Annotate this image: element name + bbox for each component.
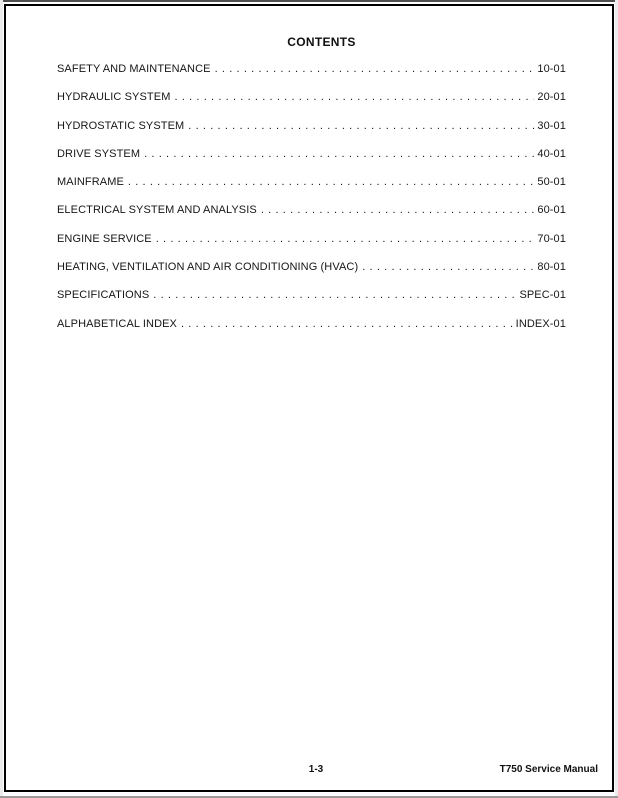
toc-entry-label: HYDRAULIC SYSTEM: [57, 91, 171, 104]
toc-entry-page-number: 30-01: [537, 119, 566, 132]
toc-entry: [57, 225, 566, 253]
dot-leader: [215, 55, 535, 83]
footer-page-number: 1-3: [308, 764, 324, 775]
toc-entry-page-number: 10-01: [537, 63, 566, 75]
toc-entry: [57, 281, 566, 309]
dot-leader: [181, 310, 513, 338]
page-border: [4, 4, 614, 792]
dot-leader: [261, 196, 535, 224]
toc-entry-page-number: SPEC-01: [519, 289, 566, 302]
toc-entry-page-number: 70-01: [537, 232, 566, 245]
toc-entry-label: SPECIFICATIONS: [57, 289, 150, 302]
toc-entry: [57, 55, 566, 83]
toc-entry-label: HEATING, VENTILATION AND AIR CONDITIONING (HVAC): [57, 261, 359, 274]
dot-leader: [153, 281, 516, 309]
toc-entry: [57, 140, 566, 168]
toc-entry: [57, 168, 566, 196]
toc-entry: [57, 253, 566, 281]
page-content: [57, 6, 566, 338]
toc-entry-page-number: 50-01: [537, 176, 566, 189]
footer-manual-title: T750 Service Manual: [499, 764, 598, 775]
contents-title: CONTENTS: [287, 35, 356, 49]
toc-entry-page-number: 40-01: [537, 147, 566, 160]
toc-entry: [57, 112, 566, 140]
toc-entry-page-number: 60-01: [537, 204, 566, 217]
toc-entry-label: ELECTRICAL SYSTEM AND ANALYSIS: [57, 204, 257, 217]
scan-edge-top: [0, 0, 618, 2]
toc-entry-label: SAFETY AND MAINTENANCE: [57, 63, 211, 75]
dot-leader: [144, 140, 534, 168]
toc-entry-label: ENGINE SERVICE: [57, 232, 152, 245]
toc-entry: [57, 196, 566, 224]
dot-leader: [156, 225, 535, 253]
scan-edge-left: [0, 0, 3, 798]
toc-entry-page-number: INDEX-01: [515, 317, 566, 330]
toc-entry-label: HYDROSTATIC SYSTEM: [57, 119, 185, 132]
toc-entry-label: DRIVE SYSTEM: [57, 147, 141, 160]
dot-leader: [174, 83, 534, 111]
toc-entry-label: ALPHABETICAL INDEX: [57, 317, 177, 330]
toc-entry-label: MAINFRAME: [57, 176, 124, 189]
dot-leader: [128, 168, 534, 196]
toc-entry: [57, 310, 566, 338]
dot-leader: [188, 112, 534, 140]
toc-entry-page-number: 20-01: [537, 91, 566, 104]
table-of-contents: [57, 55, 566, 338]
toc-entry: [57, 83, 566, 111]
toc-entry-page-number: 80-01: [537, 261, 566, 274]
dot-leader: [362, 253, 534, 281]
